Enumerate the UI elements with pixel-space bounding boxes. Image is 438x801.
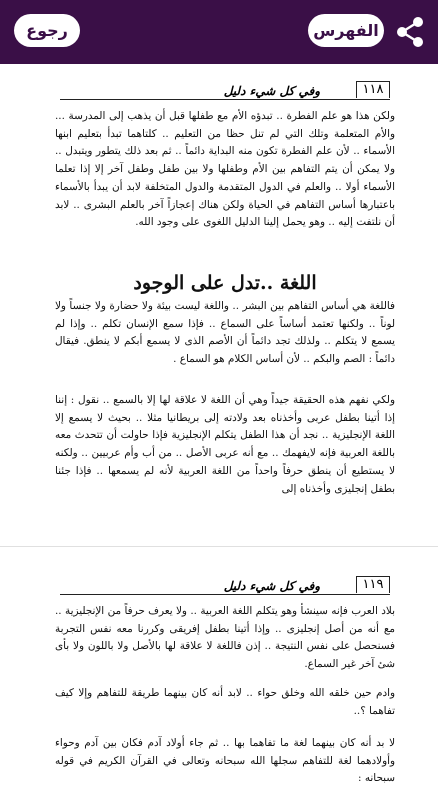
paragraph bbox=[55, 603, 395, 674]
paragraph bbox=[55, 298, 395, 369]
header-rule bbox=[60, 594, 390, 595]
paragraph-text: وادم حين خلقه الله وخلق حواء .. لابد أنه كان بينهما طريقة للتفاهم وإلا كيف تفاهما ؟.. bbox=[55, 687, 395, 717]
header-rule bbox=[60, 99, 390, 100]
paragraph bbox=[55, 735, 395, 788]
top-toolbar bbox=[0, 0, 438, 64]
paragraph-text: لا بد أنه كان بينهما لغة ما تفاهما بها .. ثم جاء أولاد آدم فكان بين آدم وحواء وأولادهما لغة للتفاهم سجلها الله سبحانه وتعالى في القرآن الكريم في قوله سبحانه : bbox=[55, 737, 395, 785]
paragraph-text: ولكي نفهم هذه الحقيقة جيداً وهي أن اللغة لا علاقة لها إلا بالسمع .. نقول : إننا إذا أتينا بطفل عربى وأخذناه بعد ولادته إلى بريطانيا مثلا .. بحيث لا يسمع إلا اللغة الإنجليزية .. نجد أن هذا الطفل يتكلم الإنجليزية فإذا حاولت أن تتحدث معه باللغة العربية فإنه لايفهمك .. مع أنه عربى الأصل .. من أب وأم عربيين .. ولكنه لا يستطيع أن ينطق حرفاً واحداً من اللغة العربية لأنه لم يسمعها .. فإذا جئنا بطفل إنجليزى وأخذناه إلى bbox=[55, 394, 395, 495]
page-header bbox=[60, 573, 390, 595]
book-page-119 bbox=[0, 546, 438, 801]
paragraph bbox=[55, 685, 395, 720]
page-number: ١١٨ bbox=[356, 81, 390, 98]
running-title: وفي كل شيء دليل bbox=[223, 84, 320, 98]
paragraph bbox=[55, 108, 395, 232]
share-icon[interactable] bbox=[390, 12, 430, 52]
book-page-118 bbox=[0, 64, 438, 546]
index-button[interactable]: الفهرس bbox=[308, 14, 384, 47]
paragraph-text: ولكن هذا هو علم الفطرة .. تبدؤه الأم مع طفلها قبل أن يذهب إلى المدرسة ... والأم المتعلمة وتلك التي لم تنل حظا من التعليم .. كلتاهما تبدأ بتعليم ابنها الأسماء .. لأن علم الفطرة تكون منه البداية دائماً .. ثم بعد ذلك يتطور ويتبدل .. ولا يمكن أن يتم التفاهم بين الأم وطفلها ولا بين طفل وطفل آخر إلا إذا تعلما الأسماء أولا .. والعلم في الدول المتقدمة والدول المتخلفة لابد أن يبدأ بالأسماء باعتبارها أساس التفاهم في الحياة ولكن هناك إعجازاً آخر بالعلم البشرى .. لابد أن نلتفت إليه .. وهو يحمل إلينا الدليل اللغوى على وجود الله. bbox=[55, 110, 395, 229]
section-heading: اللغة ..تدل على الوجود bbox=[133, 272, 317, 294]
page-number: ١١٩ bbox=[356, 576, 390, 593]
back-button[interactable]: رجوع bbox=[14, 14, 80, 47]
paragraph-text: بلاد العرب فإنه سينشأ وهو يتكلم اللغة العربية .. ولا يعرف حرفاً من الإنجليزية .. مع أنه من أصل إنجليزى .. وإذا أتينا بطفل إفريقى وكررنا معه نفس التجربة فسنحصل على نفس النتيجة .. إذن فاللغة لا علاقة لها بالأصل ولا باللون ولا بأى شئ آخر غير السماع. bbox=[55, 605, 395, 671]
paragraph bbox=[55, 392, 395, 498]
running-title: وفي كل شيء دليل bbox=[223, 579, 320, 593]
paragraph-text: فاللغة هي أساس التفاهم بين البشر .. واللغة ليست بيئة ولا حضارة ولا جنساً ولا لوناً .. ولكنها تعتمد أساساً على السماع .. فإذا سمع الإنسان تكلم .. وإذا لم يسمع لا يتكلم .. ولذلك تجد دائماً أن الأصم الذى لا يسمع أبكم لا ينطق. فيقال دائماً : الصم والبكم .. لأن أساس الكلام هو السماع . bbox=[55, 300, 395, 366]
page-header bbox=[60, 78, 390, 100]
